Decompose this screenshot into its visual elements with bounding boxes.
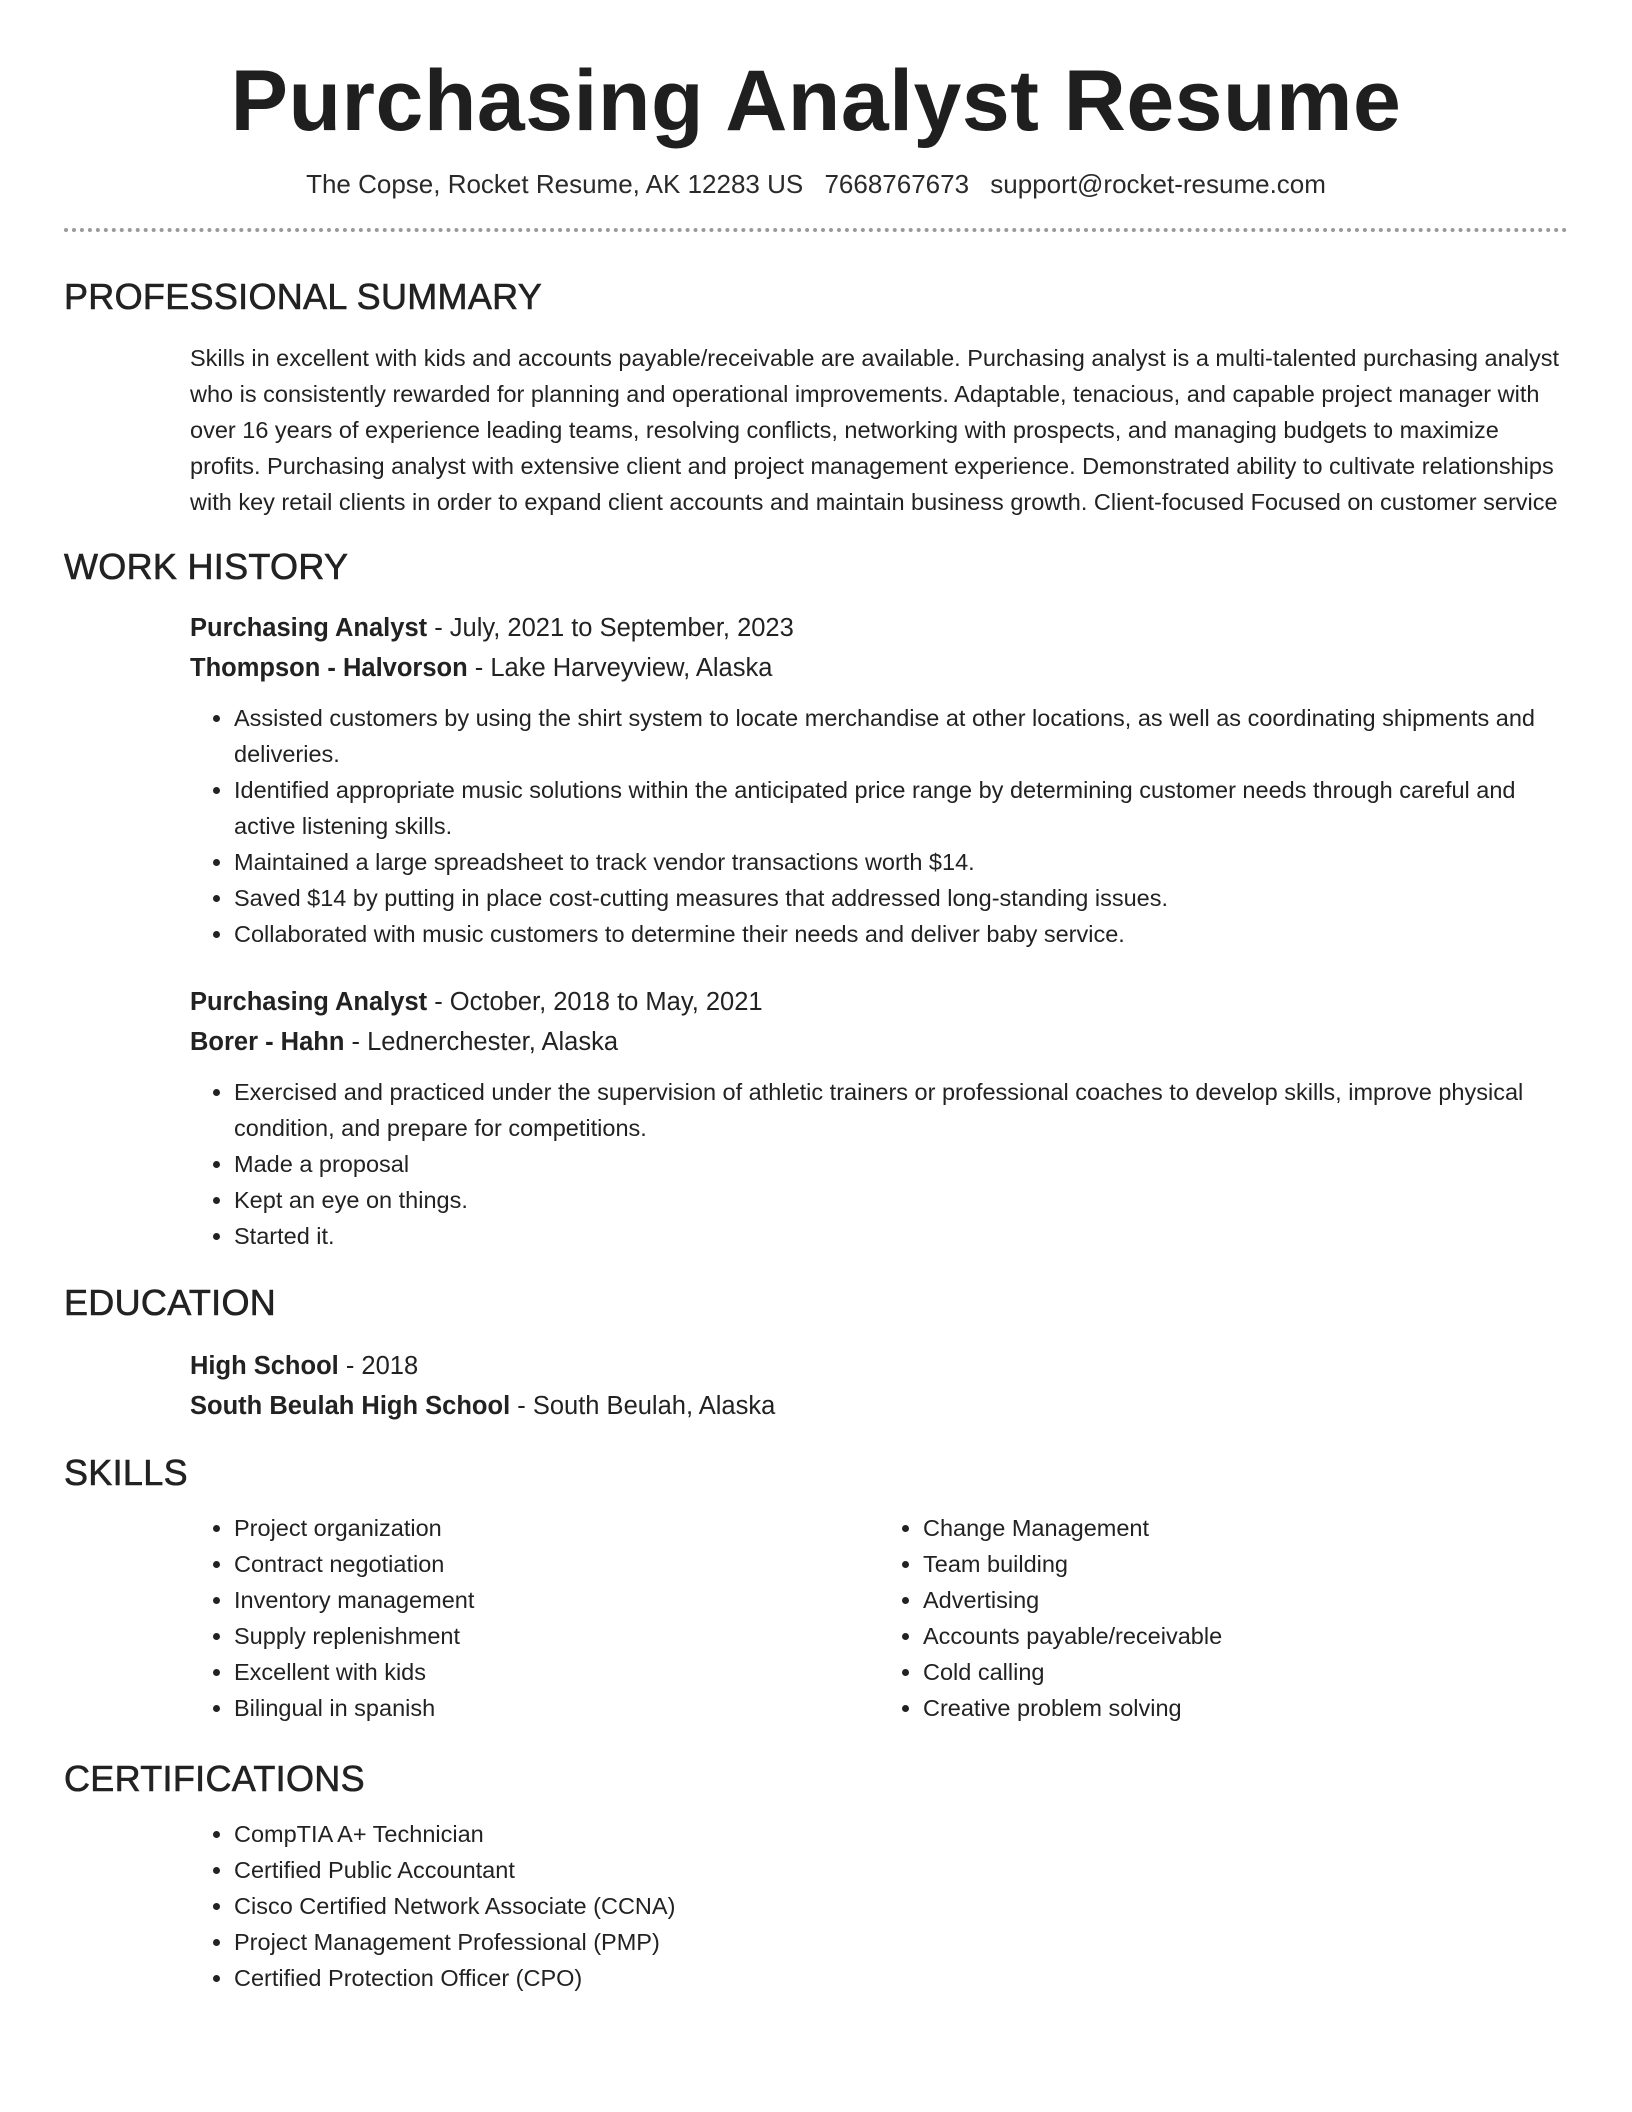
list-item: • CompTIA A+ Technician: [234, 1816, 1568, 1852]
education-section: [64, 1282, 1568, 1426]
work-history-heading: WORK HISTORY: [64, 545, 349, 587]
list-item: • Team building: [923, 1546, 1568, 1582]
job-role: Purchasing Analyst: [190, 613, 428, 642]
education-entry: [190, 1346, 1568, 1426]
job-title-line: [190, 982, 1568, 1022]
summary-text: Skills in excellent with kids and accounts payable/receivable are available. Purchasing analyst is a multi-talented purchasing analyst who is consistently rewarded for planning and operational improvements. Adaptable, tenacious, and capable project manager with over 16 years of experience leading teams, resolving conflicts, networking with prospects, and managing budgets to maximize profits. Purchasing analyst with extensive client and project management experience. Demonstrated ability to cultivate relationships with key retail clients in order to expand client accounts and maintain business growth. Client-focused Focused on customer service: [190, 344, 1559, 515]
list-item: • Contract negotiation: [234, 1546, 879, 1582]
job-title-line: [190, 608, 1568, 648]
education-school-line: [190, 1386, 1568, 1426]
list-item: • Accounts payable/receivable: [923, 1618, 1568, 1654]
education-degree: High School: [190, 1351, 339, 1380]
list-item: • Advertising: [923, 1582, 1568, 1618]
skills-section: [64, 1452, 1568, 1726]
education-heading: EDUCATION: [64, 1281, 277, 1323]
list-item: • Maintained a large spreadsheet to track vendor transactions worth $14.: [234, 844, 1568, 880]
summary-heading: PROFESSIONAL SUMMARY: [64, 275, 543, 317]
contact-line: [64, 169, 1568, 200]
education-year: - 2018: [338, 1351, 419, 1380]
list-item: • Bilingual in spanish: [234, 1690, 879, 1726]
list-item: • Kept an eye on things.: [234, 1182, 1568, 1218]
education-location: - South Beulah, Alaska: [510, 1391, 776, 1420]
job-company: Thompson - Halvorson: [190, 653, 468, 682]
job-company: Borer - Hahn: [190, 1027, 345, 1056]
list-item: • Collaborated with music customers to determine their needs and deliver baby service.: [234, 916, 1568, 952]
skills-column-right: [879, 1510, 1568, 1726]
list-item: • Change Management: [923, 1510, 1568, 1546]
list-item: • Identified appropriate music solutions within the anticipated price range by determining customer needs through careful and active listening skills.: [234, 772, 1568, 844]
list-item: • Inventory management: [234, 1582, 879, 1618]
job-company-line: [190, 648, 1568, 688]
list-item: • Made a proposal: [234, 1146, 1568, 1182]
education-degree-line: [190, 1346, 1568, 1386]
list-item: • Creative problem solving: [923, 1690, 1568, 1726]
job-entry: [190, 608, 1568, 952]
job-entry: [190, 982, 1568, 1254]
job-bullets: [190, 700, 1568, 952]
resume-title: Purchasing Analyst Resume: [230, 53, 1402, 149]
job-company-line: [190, 1022, 1568, 1062]
job-role: Purchasing Analyst: [190, 987, 428, 1016]
contact-phone: 7668767673: [824, 168, 970, 199]
work-history-section: [64, 546, 1568, 1254]
list-item: • Exercised and practiced under the supervision of athletic trainers or professional coaches to develop skills, improve physical condition, and prepare for competitions.: [234, 1074, 1568, 1146]
list-item: • Cold calling: [923, 1654, 1568, 1690]
job-bullets: [190, 1074, 1568, 1254]
job-location: - Lake Harveyview, Alaska: [467, 653, 773, 682]
education-school: South Beulah High School: [190, 1391, 511, 1420]
list-item: • Project Management Professional (PMP): [234, 1924, 1568, 1960]
skills-heading: SKILLS: [64, 1451, 188, 1493]
list-item: • Assisted customers by using the shirt system to locate merchandise at other locations, as well as coordinating shipments and deliveries.: [234, 700, 1568, 772]
list-item: • Certified Public Accountant: [234, 1852, 1568, 1888]
list-item: • Started it.: [234, 1218, 1568, 1254]
certifications-items: [190, 1816, 1568, 1996]
list-item: • Supply replenishment: [234, 1618, 879, 1654]
certifications-heading: CERTIFICATIONS: [64, 1757, 365, 1799]
job-dates: - July, 2021 to September, 2023: [427, 613, 794, 642]
job-dates: - October, 2018 to May, 2021: [427, 987, 763, 1016]
contact-email: support@rocket-resume.com: [990, 168, 1326, 199]
certifications-section: [64, 1758, 1568, 1996]
list-item: • Project organization: [234, 1510, 879, 1546]
skills-column-left: [190, 1510, 879, 1726]
summary-section: [64, 276, 1568, 520]
list-item: • Saved $14 by putting in place cost-cutting measures that addressed long-standing issues.: [234, 880, 1568, 916]
list-item: • Cisco Certified Network Associate (CCNA): [234, 1888, 1568, 1924]
list-item: • Certified Protection Officer (CPO): [234, 1960, 1568, 1996]
certifications-list: [190, 1816, 1568, 1996]
header-divider: [64, 228, 1568, 232]
skills-grid: [190, 1510, 1568, 1726]
job-location: - Lednerchester, Alaska: [344, 1027, 619, 1056]
list-item: • Excellent with kids: [234, 1654, 879, 1690]
contact-address: The Copse, Rocket Resume, AK 12283 US: [306, 168, 804, 199]
